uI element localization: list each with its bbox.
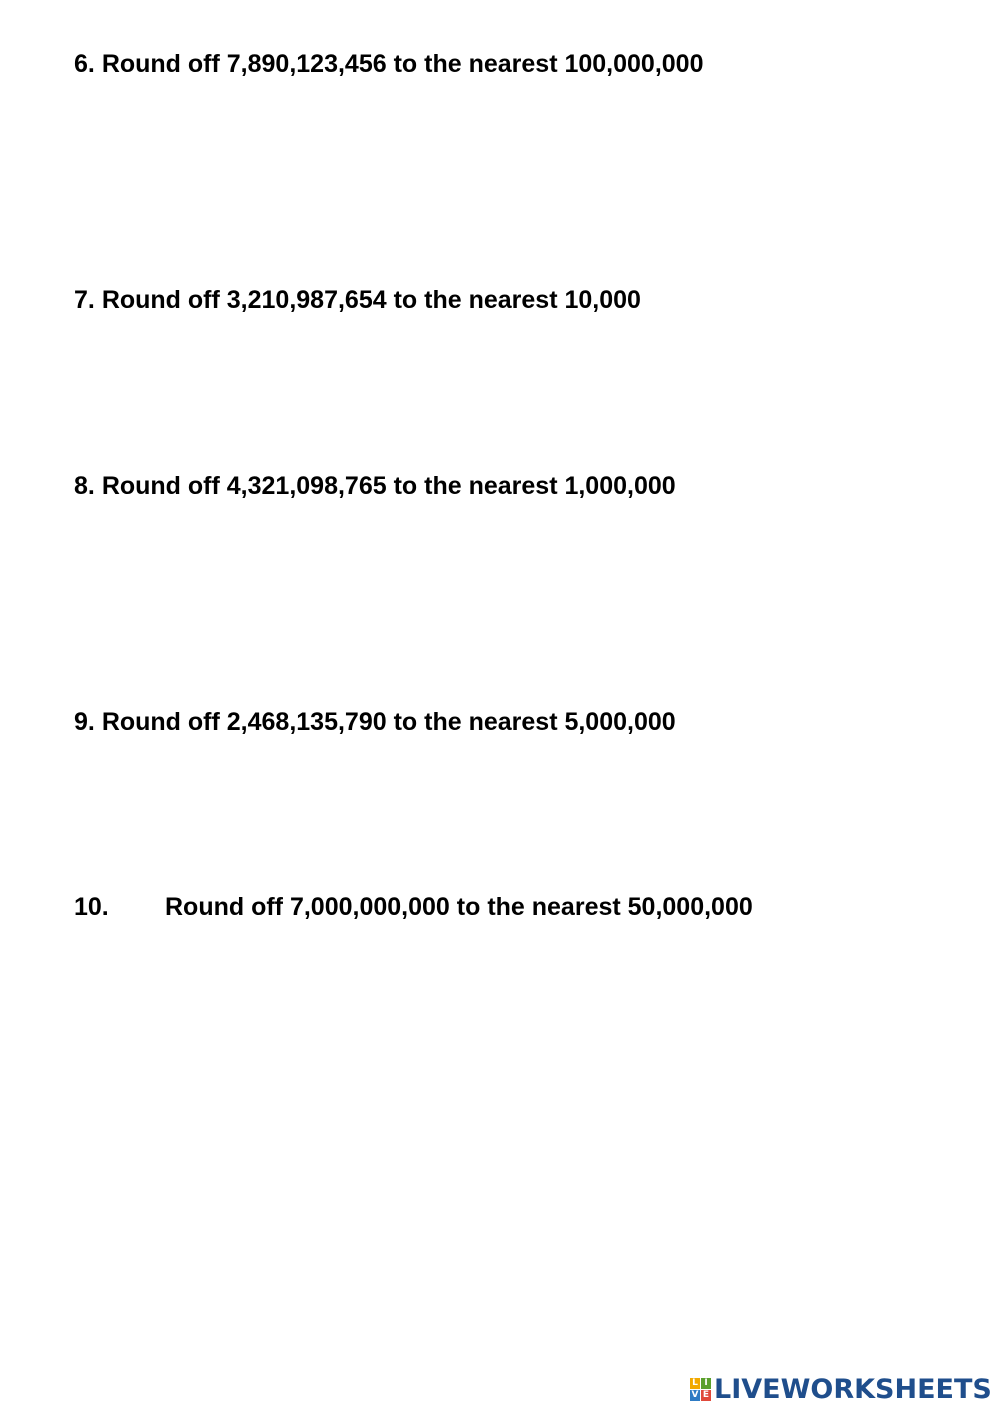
question-number: 8. (74, 472, 95, 500)
logo-mark-letter: E (702, 1389, 710, 1400)
question-text: Round off 4,321,098,765 to the nearest 1,000,000 (101, 472, 676, 500)
logo-mark-letter: V (691, 1389, 699, 1400)
question-8 (74, 471, 676, 501)
question-text: Round off 3,210,987,654 to the nearest 10,000 (101, 286, 641, 314)
question-text: Round off 7,000,000,000 to the nearest 50,000,000 (165, 893, 753, 921)
logo-mark-letter: L (690, 1378, 700, 1389)
question-9 (74, 707, 676, 737)
question-text: Round off 7,890,123,456 to the nearest 100,000,000 (101, 50, 704, 78)
question-number: 9. (74, 708, 95, 736)
question-10 (74, 892, 753, 922)
question-number: 10. (74, 893, 109, 921)
question-6 (74, 49, 704, 79)
logo-text: LIVEWORKSHEETS (714, 1373, 992, 1405)
logo-mark-icon (690, 1378, 711, 1401)
liveworksheets-logo (690, 1372, 992, 1406)
question-text: Round off 2,468,135,790 to the nearest 5,000,000 (101, 708, 676, 736)
question-number: 7. (74, 286, 95, 314)
logo-mark-letter: I (701, 1378, 711, 1389)
question-7 (74, 285, 641, 315)
question-number: 6. (74, 50, 95, 78)
